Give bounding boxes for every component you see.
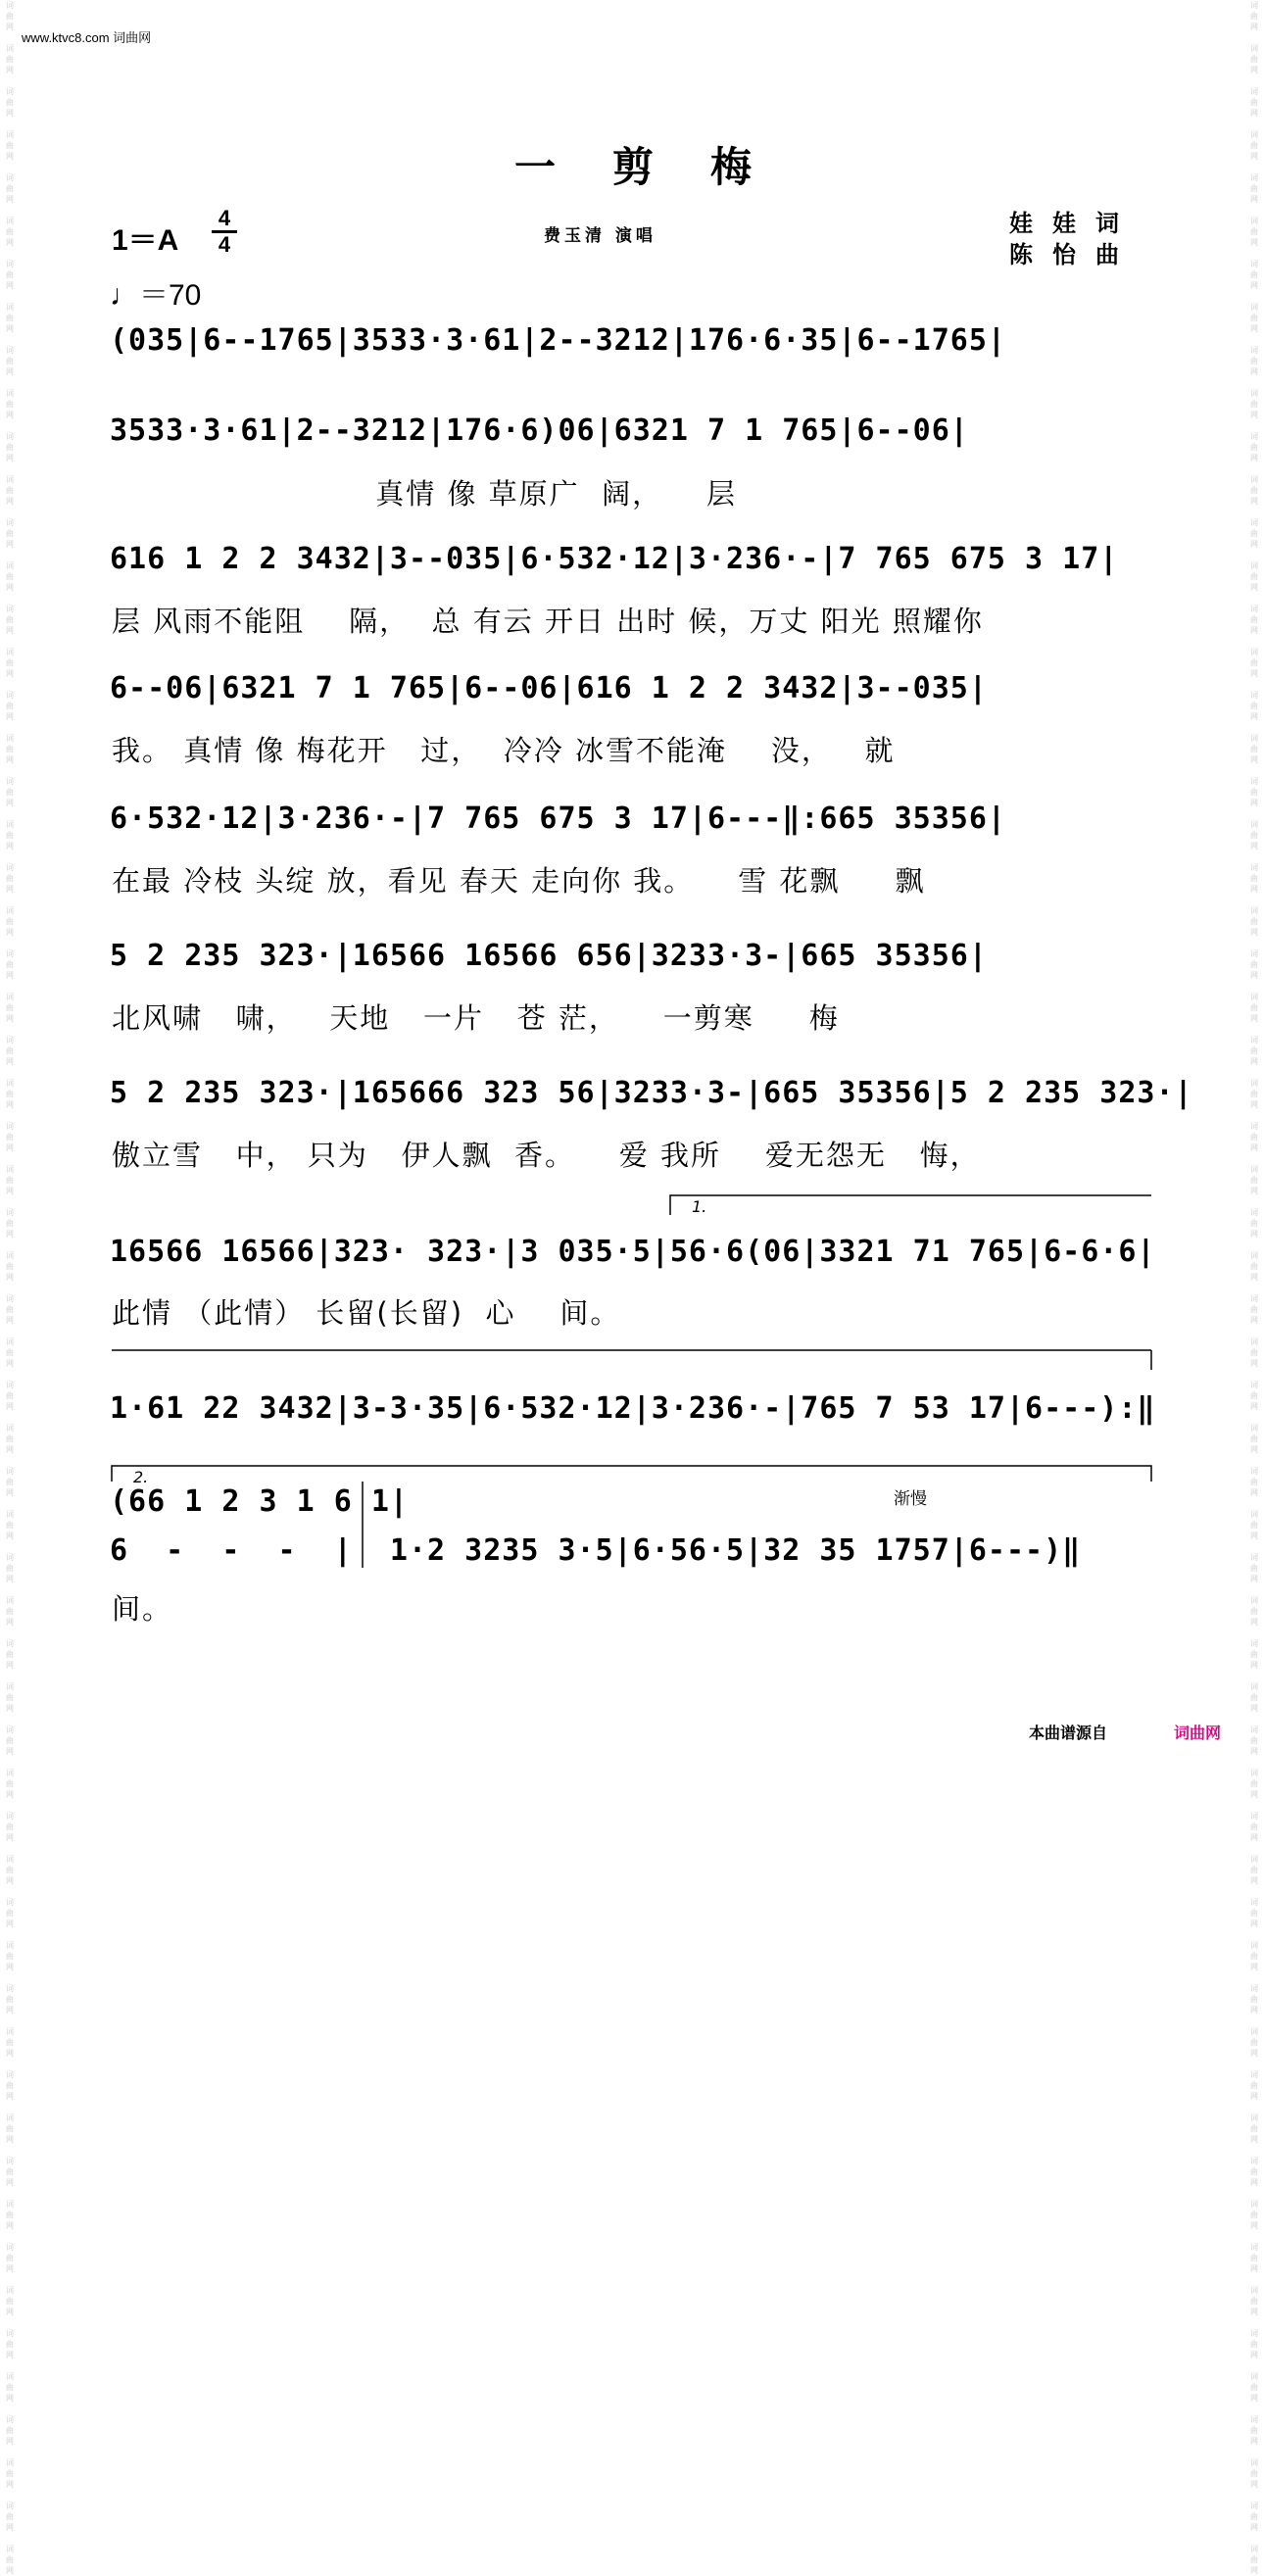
composer-credit: 陈怡曲 <box>1009 241 1139 268</box>
lyrics-line-7: 傲立雪 中， 只为 伊人飘 香。 爱 我所 爱无怨无 悔， <box>112 1139 981 1172</box>
tempo-marking-slowing: 渐慢 <box>894 1489 927 1509</box>
song-title: 一剪梅 <box>513 143 808 191</box>
lyrics-line-5: 在最 冷枝 头绽 放，看见 春天 走向你 我。 雪 花飘 飘 <box>112 864 926 898</box>
lyrics-line-11: 间。 <box>112 1592 173 1626</box>
right-watermark-column: 词 曲 网 词 曲 网 词 曲 网 词 曲 网 词 曲 网 词 曲 网 词 曲 网 词 曲 网 词 曲 网 词 曲 网 词 曲 网 词 曲 网 词 曲 网 词 曲 网 词 曲 网 词 曲 网 词 曲 网 词 曲 网 词 曲 网 词 曲 网 词 曲 网 词 曲 网 词 曲 网 词 曲 网 词 曲 网 词 曲 网 词 曲 网 词 曲 网 词 曲 网 词 曲 网 词 曲 网 词 曲 网 词 曲 网 词 曲 网 词 曲 网 词 曲 网 词 曲 网 词 曲 网 词 曲 网 词 曲 网 词 曲 网 词 曲 网 词 曲 网 词 曲 网 词 曲 网 词 曲 网 词 曲 网 词 曲 网 词 曲 网 词 曲 网 词 曲 网 词 曲 网 词 曲 网 词 曲 网 词 曲 网 词 曲 网 词 曲 网 词 曲 网 词 曲 网 词 曲 网 <box>1250 1 1258 2575</box>
singer-credit: 费玉清 演唱 <box>544 226 656 246</box>
notation-line-6: 5 2 235 323·|16566 16566 656|3233·3-|665 35356| <box>110 939 988 973</box>
key-signature: 1＝A <box>112 224 179 257</box>
volta-2-label: 2. <box>133 1468 149 1486</box>
notation-line-1: (035|6--1765|3533·3·61|2--3212|176·6·35|6--1765| <box>110 323 1006 358</box>
source-site: 词曲网 <box>1174 1724 1222 1742</box>
lyricist-credit: 娃娃词 <box>1009 210 1139 237</box>
notation-line-9: 1·61 22 3432|3-3·35|6·532·12|3·236·-|765 7 53 17|6---):‖ <box>110 1391 1156 1426</box>
volta-1-bracket <box>670 1195 1151 1215</box>
notation-line-2: 3533·3·61|2--3212|176·6)06|6321 7 1 765|6--06| <box>110 413 969 448</box>
notation-line-3: 616 1 2 2 3432|3--035|6·532·12|3·236·-|7 765 675 3 17| <box>110 542 1119 576</box>
tempo: ♩＝70 <box>110 279 202 312</box>
left-watermark-column: 词 曲 网 词 曲 网 词 曲 网 词 曲 网 词 曲 网 词 曲 网 词 曲 网 词 曲 网 词 曲 网 词 曲 网 词 曲 网 词 曲 网 词 曲 网 词 曲 网 词 曲 网 词 曲 网 词 曲 网 词 曲 网 词 曲 网 词 曲 网 词 曲 网 词 曲 网 词 曲 网 词 曲 网 词 曲 网 词 曲 网 词 曲 网 词 曲 网 词 曲 网 词 曲 网 词 曲 网 词 曲 网 词 曲 网 词 曲 网 词 曲 网 词 曲 网 词 曲 网 词 曲 网 词 曲 网 词 曲 网 词 曲 网 词 曲 网 词 曲 网 词 曲 网 词 曲 网 词 曲 网 词 曲 网 词 曲 网 词 曲 网 词 曲 网 词 曲 网 词 曲 网 词 曲 网 词 曲 网 词 曲 网 词 曲 网 词 曲 网 词 曲 网 词 曲 网 词 曲 网 <box>6 1 14 2575</box>
notation-line-7: 5 2 235 323·|165666 323 56|3233·3-|665 35356|5 2 235 323·| <box>110 1076 1193 1110</box>
notation-line-5: 6·532·12|3·236·-|7 765 675 3 17|6---‖:665 35356| <box>110 802 1006 836</box>
volta-1-label: 1. <box>692 1197 707 1216</box>
source-label: 本曲谱源自 <box>1029 1724 1108 1742</box>
volta-2-bracket <box>112 1466 1151 1482</box>
site-url: www.ktvc8.com 词曲网 <box>22 30 152 45</box>
time-signature-bottom: 4 <box>218 232 231 257</box>
notation-line-8: 16566 16566|323· 323·|3 035·5|56·6(06|3321 71 765|6-6·6| <box>110 1235 1156 1269</box>
lyrics-line-8: 此情 （此情） 长留(长留) 心 间。 <box>112 1296 621 1330</box>
lyrics-line-2: 真情 像 草原广 阔， 层 <box>112 477 737 510</box>
notation-line-11: 6 - - - | 1·2 3235 3·5|6·56·5|32 35 1757|6---)‖ <box>110 1533 1082 1568</box>
lyrics-line-6: 北风啸 啸， 天地 一片 苍 茫， 一剪寒 梅 <box>112 1001 840 1035</box>
lyrics-line-3: 层 风雨不能阻 隔， 总 有云 开日 出时 候，万丈 阳光 照耀你 <box>112 605 984 638</box>
notation-line-4: 6--06|6321 7 1 765|6--06|616 1 2 2 3432|3--035| <box>110 671 988 705</box>
notation-line-10: (66 1 2 3 1 6 1| <box>110 1484 409 1519</box>
lyrics-line-4: 我。 真情 像 梅花开 过， 冷冷 冰雪不能淹 没， 就 <box>112 734 896 767</box>
time-signature-top: 4 <box>218 206 231 230</box>
